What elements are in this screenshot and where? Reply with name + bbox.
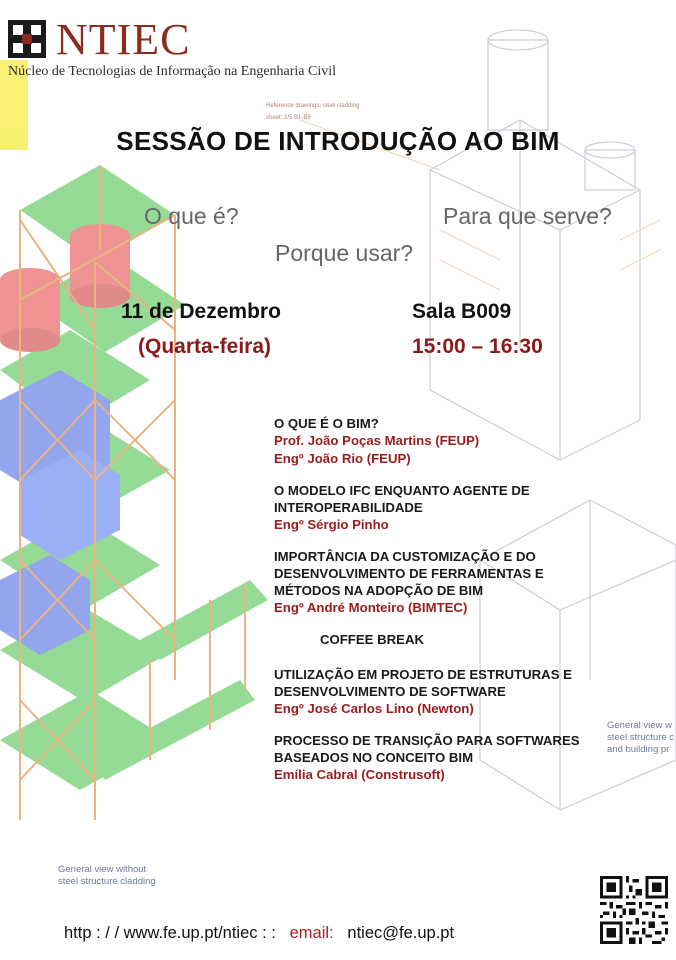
program-session <box>274 666 614 718</box>
question-what: O que é? <box>144 203 239 229</box>
website-link[interactable]: http : / / www.fe.up.pt/ntiec <box>64 924 258 942</box>
logo-subtitle: Núcleo de Tecnologias de Informação na Engenharia Civil <box>8 64 337 79</box>
session-title: MÉTODOS NA ADOPÇÃO DE BIM <box>274 583 484 598</box>
program-session <box>274 415 614 468</box>
session-title: O MODELO IFC ENQUANTO AGENTE DE <box>274 483 530 498</box>
drawing-note-line: sheet: 2/5 B1-B9 <box>266 115 311 121</box>
drawing-note-line: General view without <box>58 864 147 875</box>
coffee-break: COFFEE BREAK <box>319 632 425 647</box>
drawing-note-line: Reference drawings: steel cladding <box>266 103 360 109</box>
program-session <box>274 732 614 784</box>
drawing-note-line: steel structure cladding <box>58 876 156 887</box>
session-title: UTILIZAÇÃO EM PROJETO DE ESTRUTURAS E <box>274 667 572 682</box>
program-session <box>274 482 614 534</box>
session-title: DESENVOLVIMENTO DE FERRAMENTAS E <box>274 566 544 581</box>
drawing-note-line: and building pr <box>607 744 670 755</box>
drawing-note-right <box>607 720 674 756</box>
qr-code-icon[interactable] <box>600 876 668 944</box>
footer-separator: : : <box>257 924 281 942</box>
session-speaker: Engº José Carlos Lino (Newton) <box>274 701 474 716</box>
session-speaker: Engº André Monteiro (BIMTEC) <box>274 600 468 615</box>
drawing-note-top <box>266 100 359 124</box>
session-title: PROCESSO DE TRANSIÇÃO PARA SOFTWARES <box>274 733 580 748</box>
session-title: BASEADOS NO CONCEITO BIM <box>274 750 474 765</box>
footer-contact <box>64 924 454 943</box>
drawing-note-line: steel structure c <box>607 732 675 743</box>
program-session <box>274 548 614 617</box>
session-speaker: Prof. João Poças Martins (FEUP) <box>274 433 480 448</box>
email-label: email: <box>289 924 334 942</box>
session-speaker: Engº João Rio (FEUP) <box>274 451 411 466</box>
program-list <box>274 415 614 798</box>
drawing-note-line: General view w <box>607 720 672 731</box>
ntiec-logo-icon <box>8 20 46 58</box>
question-purpose: Para que serve? <box>443 203 612 229</box>
page-title: SESSÃO DE INTRODUÇÃO AO BIM <box>116 126 560 156</box>
session-title: O QUE É O BIM? <box>274 416 379 431</box>
session-speaker: Engº Sérgio Pinho <box>274 517 389 532</box>
session-title: INTEROPERABILIDADE <box>274 500 423 515</box>
session-title: IMPORTÂNCIA DA CUSTOMIZAÇÃO E DO <box>274 549 536 564</box>
event-date: 11 de Dezembro <box>121 300 281 323</box>
event-weekday: (Quarta-feira) <box>138 335 272 358</box>
event-time: 15:00 – 16:30 <box>412 335 543 358</box>
session-speaker: Emília Cabral (Construsoft) <box>274 767 445 782</box>
event-room: Sala B009 <box>412 300 512 323</box>
email-link[interactable]: ntiec@fe.up.pt <box>347 924 455 942</box>
question-why: Porque usar? <box>275 240 414 266</box>
drawing-note-left <box>58 864 156 888</box>
logo-wordmark: NTIEC <box>56 15 191 64</box>
session-title: DESENVOLVIMENTO DE SOFTWARE <box>274 684 506 699</box>
